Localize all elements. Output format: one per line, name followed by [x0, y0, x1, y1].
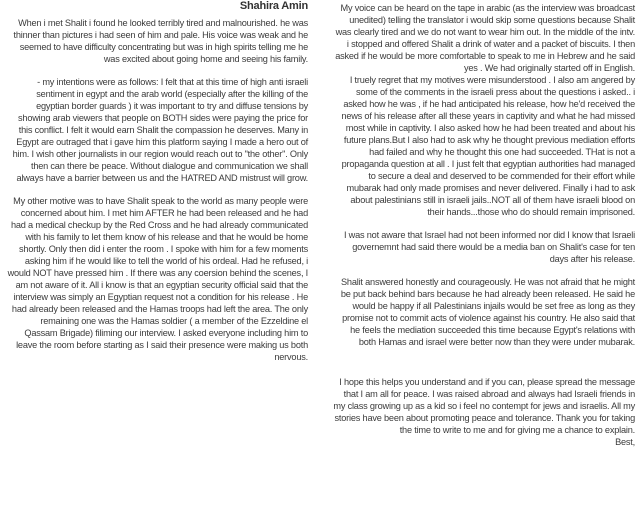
paragraph-regret: I truely regret that my motives were misunderstood . I also am angered by some of the comments in the israeli press about the questions i asked.. i asked how he was , if he had anticipated his release, how he'd received the news of his release after all these years in captivity and what he had missed most while in captivity. I also asked how he had been treated and about his future plans.But I also had to ask why he thought previous mediation efforts had failed and why he thought this one had succeeded. THat is not a propaganda question at all . I just felt that egyptian authorities had managed to secure a deal and deserved to be commended for their effort while mubarak had only made promises and never delivered. Finally i had to ask about palestinians still in israeli jails..NOT all of them have israeli blood on their hands...those who do should remain imprisoned.: [341, 75, 635, 217]
signature: Best,: [615, 437, 635, 447]
paragraph-voice-on-tape: My voice can be heard on the tape in arabic (as the interview was broadcast unedited) telling the translator i would skip some questions because Shalit was clearly tired and we do not want to wear him out. In the middle of the intv. i stopped and offered Shalit a drink of water and a packet of biscuits. I then asked if he would be more comfortable to speak to me in Hebrew and he said yes . We had originally started off in English.: [335, 3, 635, 73]
right-column: [333, 2, 635, 448]
paragraph-intentions: - my intentions were as follows: I felt that at this time of high anti israeli sentiment in egypt and the arab world (especially after the killing of the egyptian border guards ) it was important to try and diffuse tensions by showing arab viewers that people on BOTH sides were paying the price for this conflict. I felt it would earn Shalit the compassion he deserves. Many in Egypt are outraged that i gave him this platform saying I made a hero out of him. I wish other journalists in our region would reach out to "the other". Only then can there be peace. Without dialogue and communication we shall always have a barrier between us and the HATRED AND mistrust will grow.: [12, 77, 308, 183]
paragraph-meeting-shalit: When i met Shalit i found he looked terribly tired and malnourished. he was thinner than pictures i had seen of him and pale. His voice was weak and he seemed to have difficulty concentrating but was in high spirits telling me he was excited about going home and seeing his family.: [13, 18, 308, 64]
paragraph-other-motive: My other motive was to have Shalit speak to the world as many people were concerned about him. I met him AFTER he had been released and he had had a medical checkup by the Red Cross and he had already communicated with his family to let them know of his release and that he would be home shortly. Only then did i enter the room . I spoke with him for a few moments asking him if he would like to tell the world of his ordeal. Had he refused, i would NOT have pressed him . If there was any coersion behind the scenes, I am not aware of it. All i know is that an egyptian security official said that the interview was simply an Egyptian request not a condition for his release . He had already been released and the Hamas troops had left the area. The only remaining one was the Hamas soldier ( a member of the Ezzeldine el Qassam Brigade) filiming our interview. I asked everyone including him to leave the room before starting as I said their presence were making us both nervous.: [7, 196, 308, 362]
paragraph-media-ban: I was not aware that Israel had not been informed nor did I know that Israeli governemnt had said there would be a media ban on Shalit's case for ten days after his release.: [343, 230, 635, 264]
paragraph-shalit-answered: Shalit answered honestly and courageously. He was not afraid that he might be put back behind bars because he had already been released. He said he would be happy if all Palestinians injails would be set free as long as they promise not to commit acts of violence against his country. He also said that he feels the mediation succeeded this time because Egypt's relations with both Hamas and israel were better now than they were under mubarak.: [340, 277, 635, 347]
author-name: Shahira Amin: [239, 0, 308, 12]
paragraph-closing: I hope this helps you understand and if you can, please spread the message that I am all for peace. I was raised abroad and always had Israeli friends in my class growing up as a kid so i feel no contempt for jews and israelis. All my stories have been about promoting peace and tolerance. Thank you for taking the time to write to me and for giving me a chance to explain.: [333, 377, 635, 435]
left-column: [5, 0, 308, 363]
